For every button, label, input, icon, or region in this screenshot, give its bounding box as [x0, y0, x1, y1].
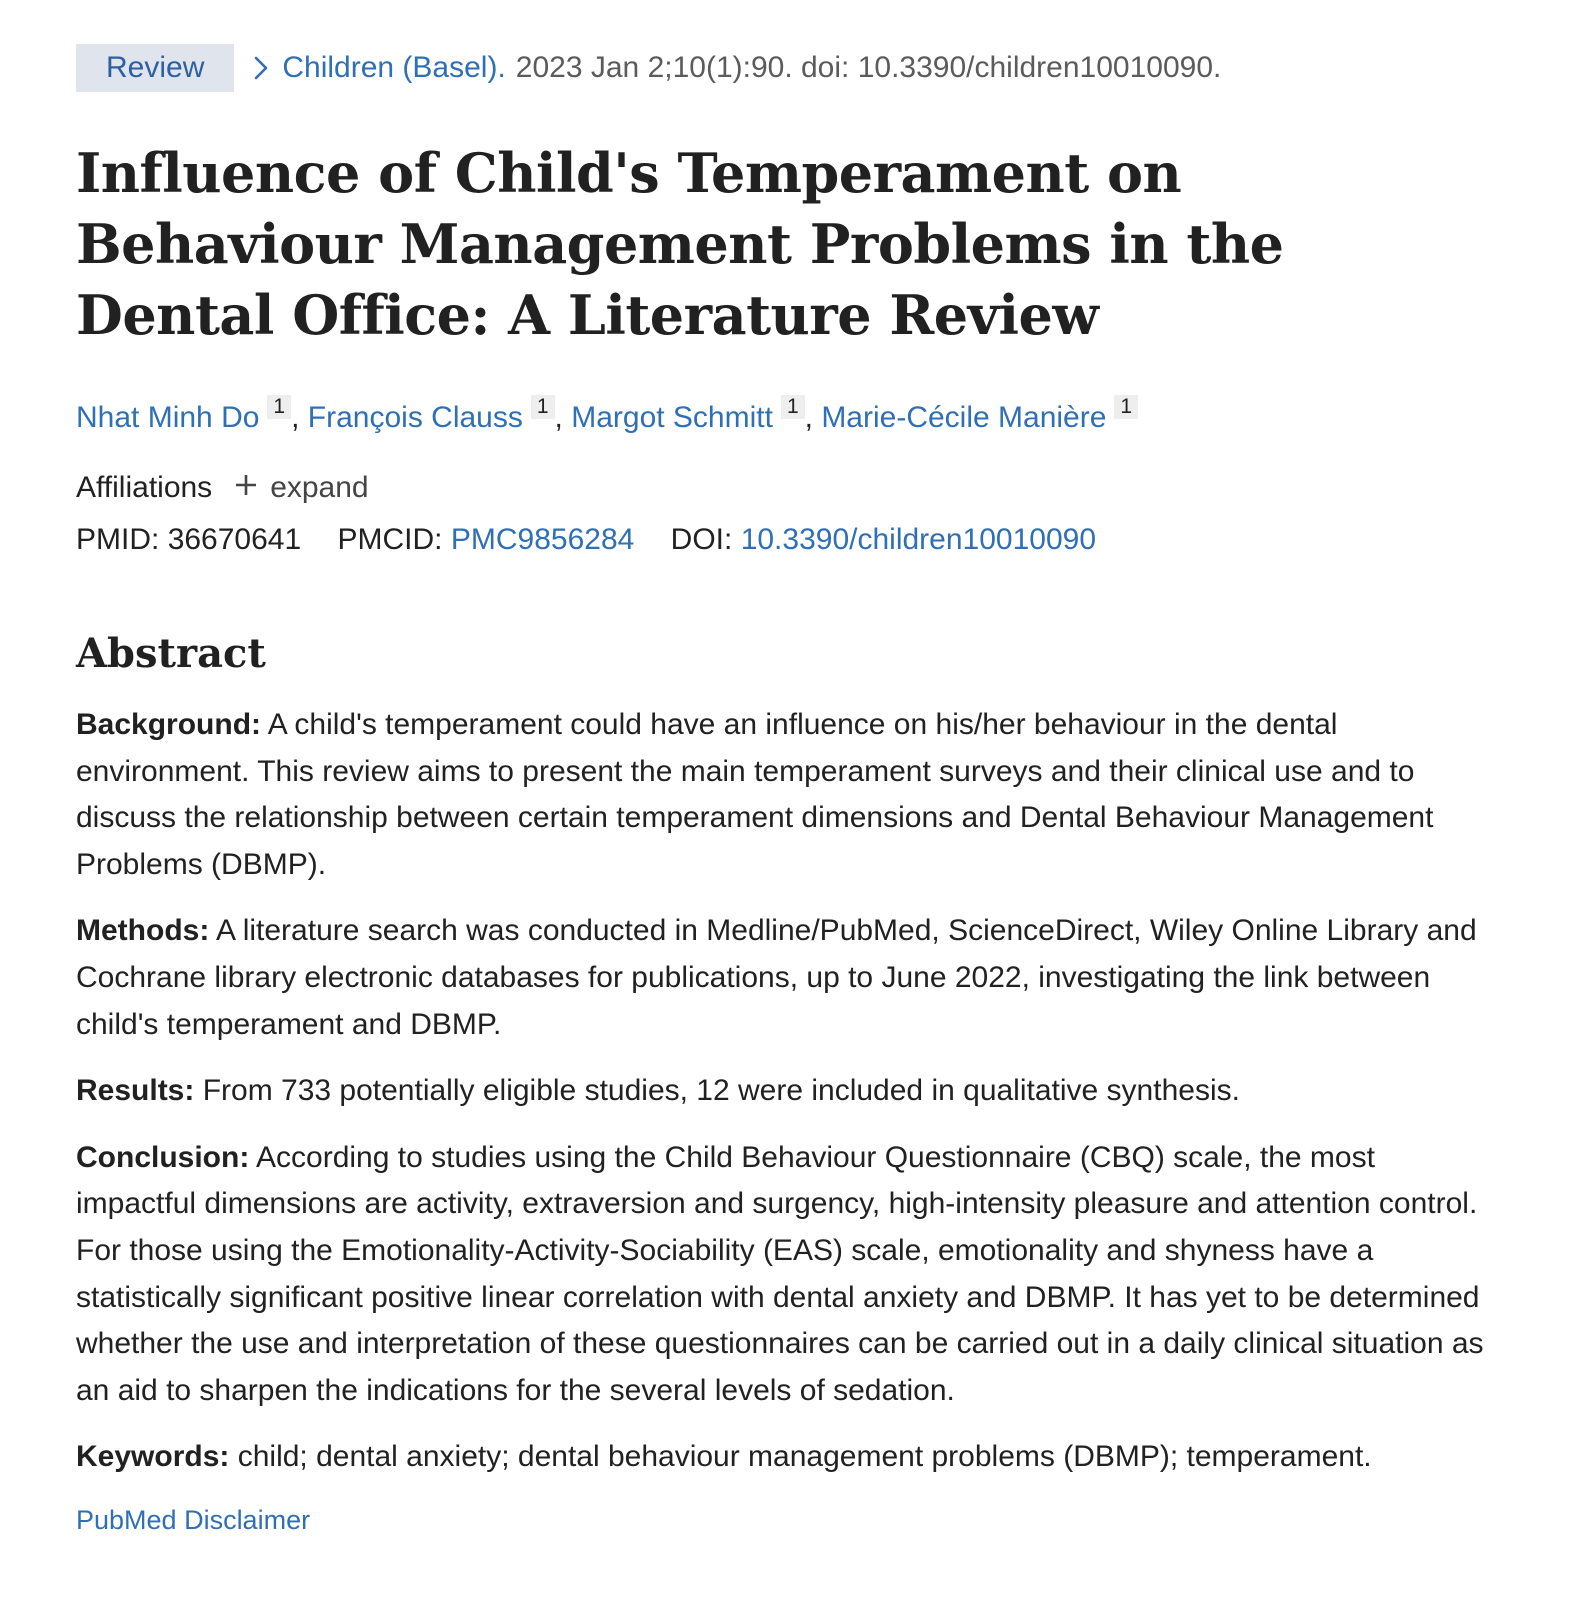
section-text: According to studies using the Child Behaviour Questionnaire (CBQ) scale, the most impactful dimensions are activity, extraversion and surgency, high-intensity pleasure and attention control. For those using the Emotionality-Activity-Sociability (EAS) scale, emotionality and shyness have a statistically significant positive linear correlation with dental anxiety and DBMP. It has yet to be determined whether the use and interpretation of these questionnaires can be carried out in a daily clinical situation as an aid to sharpen the indications for the several levels of sedation. [76, 1140, 1484, 1407]
section-label: Conclusion: [76, 1140, 250, 1174]
pmid-label: PMID: [76, 523, 160, 556]
affiliations-row [76, 468, 1496, 508]
section-text: A child's temperament could have an influence on his/her behaviour in the dental environment. This review aims to present the main temperament surveys and their clinical use and to discuss the relationship between certain temperament dimensions and Dental Behaviour Management Problems (DBMP). [76, 708, 1434, 881]
abstract-conclusion [76, 1135, 1496, 1415]
affiliation-number[interactable]: 1 [1114, 395, 1138, 419]
section-label: Results: [76, 1074, 195, 1108]
article-identifiers [76, 520, 1496, 560]
abstract-heading: Abstract [76, 630, 266, 677]
affiliations-label: Affiliations [76, 471, 213, 504]
author-list: Nhat Minh Do 1 , François Clauss 1 , Margot Schmitt 1 , Marie-Cécile Manière 1 [76, 395, 1496, 438]
article-header [76, 44, 1496, 92]
section-label: Background: [76, 708, 262, 741]
doi-label: DOI: [670, 523, 733, 556]
affiliation-number[interactable]: 1 [781, 395, 805, 419]
abstract-results [76, 1068, 1496, 1115]
keywords-text: child; dental anxiety; dental behaviour management problems (DBMP); temperament. [237, 1440, 1372, 1474]
section-label: Methods: [76, 914, 210, 948]
plus-icon [234, 468, 258, 508]
journal-link[interactable]: Children (Basel). [282, 51, 506, 84]
affiliation-number[interactable]: 1 [531, 395, 555, 419]
abstract-methods [76, 908, 1496, 1048]
doi-link[interactable]: 10.3390/children10010090 [740, 523, 1096, 556]
pmcid-label: PMCID: [337, 523, 443, 556]
author-link[interactable]: Nhat Minh Do [76, 401, 260, 434]
author-link[interactable]: Marie-Cécile Manière [821, 401, 1107, 434]
affiliation-number[interactable]: 1 [267, 395, 291, 419]
expand-label: expand [270, 471, 369, 504]
publication-type-badge: Review [76, 44, 234, 92]
section-text: A literature search was conducted in Medline/PubMed, ScienceDirect, Wiley Online Library and Cochrane library electronic databases for publications, up to June 2022, investigating the link between child's temperament and DBMP. [76, 914, 1477, 1041]
abstract-background [76, 702, 1496, 888]
author-link[interactable]: Margot Schmitt [571, 401, 773, 434]
article-title: Influence of Child's Temperament on Behaviour Management Problems in the Dental Office: A Literature Review [76, 141, 1284, 347]
keywords-label: Keywords: [76, 1440, 230, 1474]
article-page [76, 44, 1496, 1536]
pubmed-disclaimer-link[interactable]: PubMed Disclaimer [76, 1504, 311, 1535]
chevron-right-icon[interactable] [252, 55, 270, 81]
expand-affiliations-button[interactable] [234, 468, 368, 508]
author-link[interactable]: François Clauss [307, 401, 523, 434]
section-text: From 733 potentially eligible studies, 12 were included in qualitative synthesis. [202, 1074, 1240, 1108]
pmcid-link[interactable]: PMC9856284 [450, 523, 635, 556]
keywords [76, 1434, 1496, 1481]
pmid-value: 36670641 [167, 523, 302, 556]
citation-text: 2023 Jan 2;10(1):90. doi: 10.3390/children10010090. [515, 51, 1222, 84]
